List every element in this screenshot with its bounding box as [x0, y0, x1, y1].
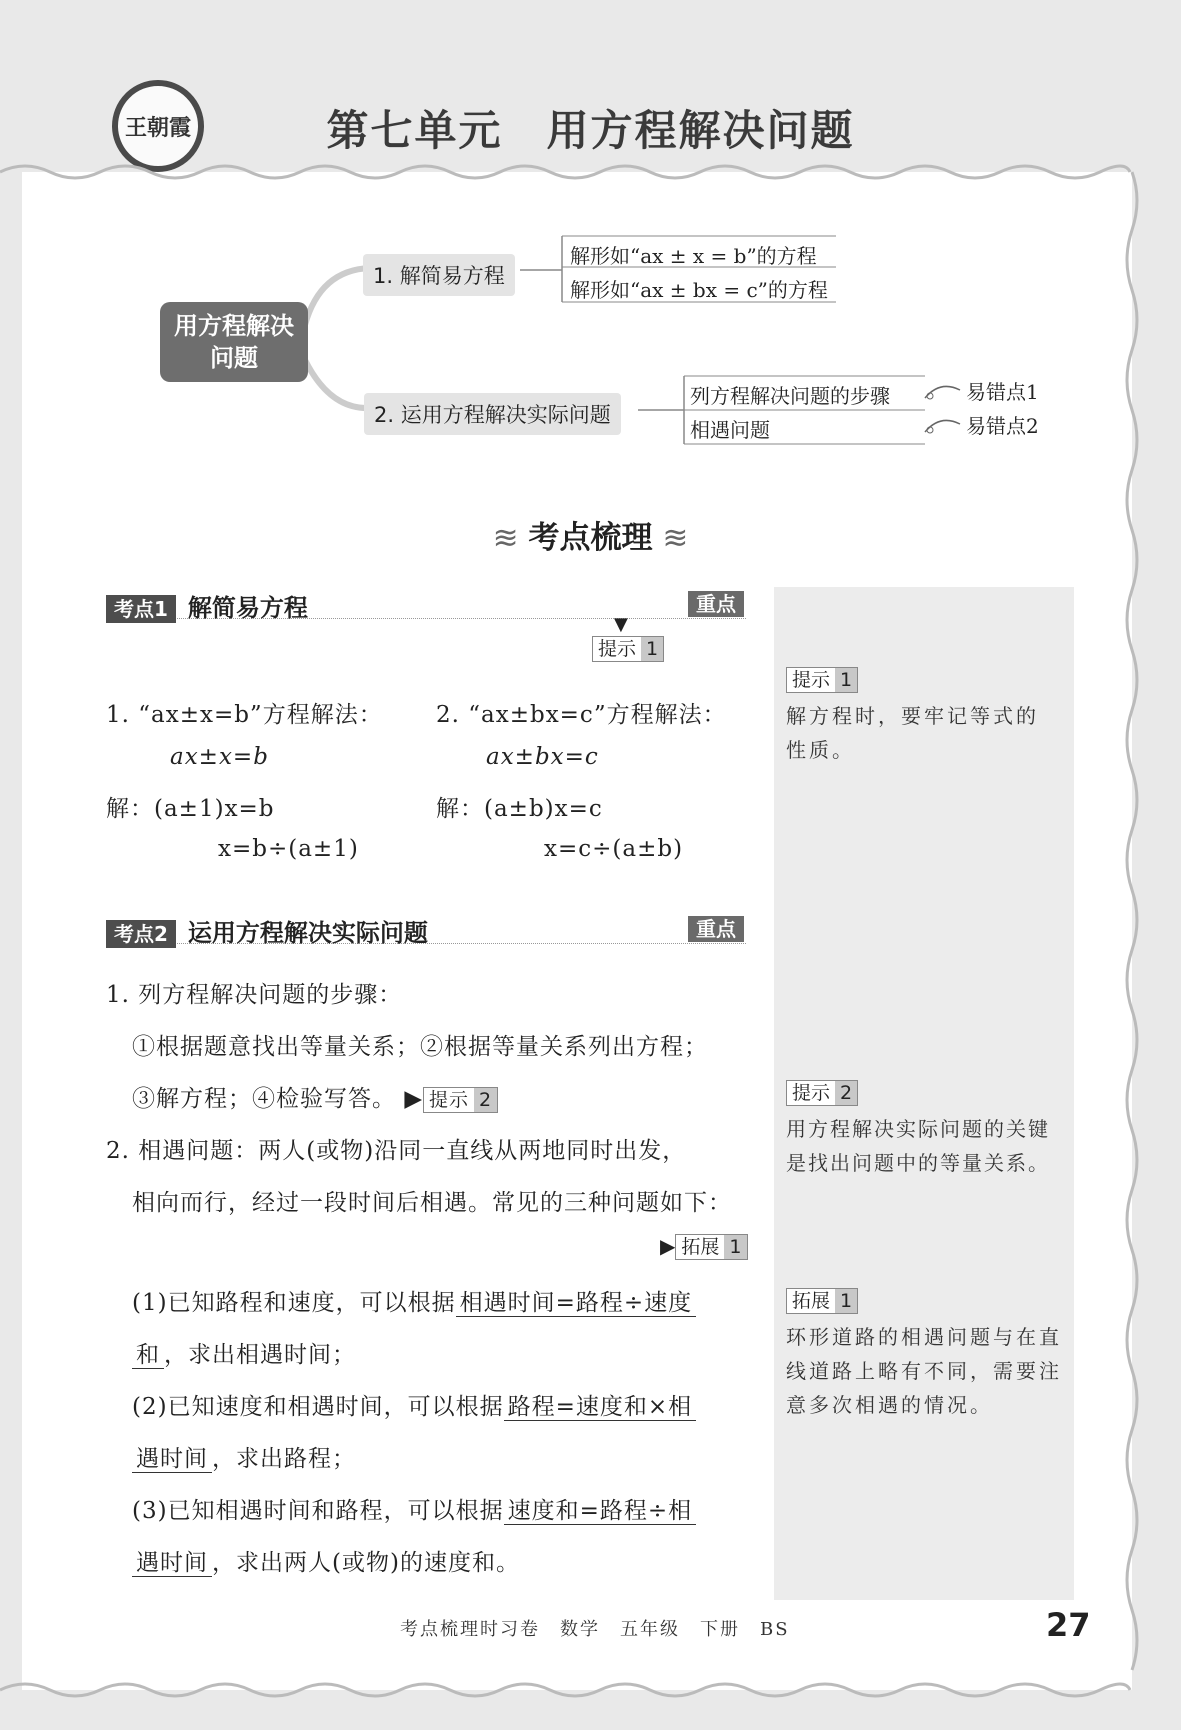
case-1-line-2	[132, 1336, 356, 1369]
tag-num: 2	[835, 1081, 857, 1105]
point-1-header	[106, 588, 746, 622]
tag-num: 1	[724, 1235, 746, 1259]
down-arrow-icon: ▼	[614, 614, 628, 635]
case-1-answer: 相遇时间=路程÷速度	[456, 1290, 697, 1317]
case-2-answer: 路程=速度和×相	[504, 1394, 697, 1421]
mindmap-note-2: 易错点2	[966, 414, 1039, 438]
case-3-answer-cont: 遇时间	[132, 1550, 212, 1577]
tag-num: 1	[641, 637, 663, 661]
formula-2-line1: ax±bx=c	[486, 744, 599, 770]
tag-text: 提示	[429, 1089, 470, 1111]
formula-1-line3: x=b÷(a±1)	[218, 836, 359, 862]
tag-num: 2	[474, 1088, 497, 1112]
unit-number: 第七单元	[326, 106, 503, 155]
case-1-end: ，求出相遇时间；	[164, 1342, 356, 1368]
formula-2-line2: 解：(a±b)x=c	[436, 796, 603, 822]
meeting-line-1: 2. 相遇问题：两人(或物)沿同一直线从两地同时出发，	[106, 1138, 687, 1164]
point-2-name: 运用方程解决实际问题	[187, 919, 428, 947]
formula-1-line1: ax±x=b	[170, 744, 269, 770]
page-number: 27	[1046, 1606, 1091, 1644]
point-2-key-badge: 重点	[688, 916, 744, 942]
formula-2-heading: 2. “ax±bx=c”方程解法：	[436, 702, 727, 728]
tag-num: 1	[835, 1289, 857, 1313]
tip-1-tag	[786, 667, 858, 693]
ext-marker	[660, 1234, 748, 1260]
mindmap-center-line2: 问题	[210, 344, 258, 372]
tag-text: 提示	[598, 638, 637, 660]
side-line: 线道路上略有不同，需要注	[786, 1359, 1062, 1383]
decor-right: ≋	[652, 520, 689, 556]
case-3-line-1	[132, 1492, 696, 1525]
point-1-name: 解简易方程	[187, 594, 308, 622]
case-1-answer-cont: 和	[132, 1342, 164, 1369]
point-2-header	[106, 913, 746, 947]
tag-text: 提示	[792, 1082, 831, 1104]
meeting-ext-tag	[675, 1234, 747, 1260]
side-line: 性质。	[786, 738, 855, 762]
mindmap-leaf-2b: 相遇问题	[690, 418, 770, 442]
formula-2-line3: x=c÷(a±b)	[544, 836, 684, 862]
meeting-line-2: 相向而行，经过一段时间后相遇。常见的三种问题如下：	[132, 1190, 732, 1216]
steps-hint-tag	[423, 1087, 498, 1113]
play-icon: ▶	[660, 1234, 676, 1258]
steps-line-1: ①根据题意找出等量关系；②根据等量关系列出方程；	[132, 1034, 708, 1060]
unit-topic: 用方程解决问题	[546, 106, 855, 155]
side-tip-2	[786, 1080, 1050, 1180]
steps-heading: 1. 列方程解决问题的步骤：	[106, 982, 403, 1008]
decor-left: ≋	[492, 520, 529, 556]
tag-text: 提示	[792, 669, 831, 691]
steps-line-2	[132, 1080, 498, 1113]
case-3-line-2	[132, 1544, 520, 1577]
logo-text: 王朝霞	[124, 114, 191, 141]
point-1-hint-tag	[592, 636, 664, 662]
point-1-label: 考点1	[106, 595, 176, 623]
case-1-line-1	[132, 1284, 696, 1317]
side-line: 解方程时，要牢记等式的	[786, 704, 1039, 728]
tag-text: 拓展	[792, 1290, 831, 1312]
mindmap-branch-2: 2. 运用方程解决实际问题	[364, 393, 621, 435]
case-2-answer-cont: 遇时间	[132, 1446, 212, 1473]
case-3-answer: 速度和=路程÷相	[504, 1498, 697, 1525]
mindmap-leaf-1a: 解形如“ax ± x = b”的方程	[570, 244, 817, 268]
formula-1-heading: 1. “ax±x=b”方程解法：	[106, 702, 383, 728]
tip-2-tag	[786, 1080, 858, 1106]
mindmap-center	[160, 302, 308, 382]
section-title	[0, 512, 1181, 557]
side-line: 意多次相遇的情况。	[786, 1393, 993, 1417]
mindmap-branch-1: 1. 解简易方程	[363, 254, 515, 296]
ext-1-tag	[786, 1288, 858, 1314]
mindmap-leaf-2a: 列方程解决问题的步骤	[690, 384, 890, 408]
page-footer: 考点梳理时习卷 数学 五年级 下册 BS	[400, 1619, 790, 1640]
case-2-line-1	[132, 1388, 696, 1421]
tag-num: 1	[835, 668, 857, 692]
formula-1-line2: 解：(a±1)x=b	[106, 796, 275, 822]
case-2-text: (2)已知速度和相遇时间，可以根据	[132, 1394, 504, 1420]
case-3-end: ，求出两人(或物)的速度和。	[212, 1550, 520, 1576]
case-3-text: (3)已知相遇时间和路程，可以根据	[132, 1498, 504, 1524]
side-ext-1	[786, 1288, 1062, 1422]
point-1-key-badge: 重点	[688, 591, 744, 617]
steps-line-2-text: ③解方程；④检验写答。	[132, 1086, 396, 1112]
point-2-label: 考点2	[106, 920, 176, 948]
side-tip-1	[786, 667, 1039, 767]
case-1-text: (1)已知路程和速度，可以根据	[132, 1290, 456, 1316]
side-line: 是找出问题中的等量关系。	[786, 1151, 1050, 1175]
case-2-line-2	[132, 1440, 356, 1473]
mindmap-note-1: 易错点1	[966, 380, 1039, 404]
mindmap-center-line1: 用方程解决	[174, 312, 294, 340]
tag-text: 拓展	[681, 1236, 720, 1258]
section-title-text: 考点梳理	[528, 520, 653, 556]
mindmap-leaf-1b: 解形如“ax ± bx = c”的方程	[570, 278, 828, 302]
case-2-end: ，求出路程；	[212, 1446, 356, 1472]
side-line: 环形道路的相遇问题与在直	[786, 1325, 1062, 1349]
play-icon: ▶	[404, 1086, 424, 1112]
side-line: 用方程解决实际问题的关键	[786, 1117, 1050, 1141]
